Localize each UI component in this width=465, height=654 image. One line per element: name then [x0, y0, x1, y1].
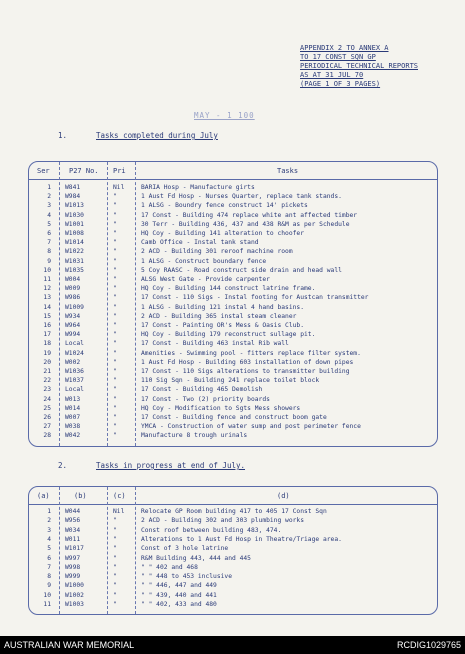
table-cell: 17 Const - 110 Sigs alterations to transmitter building — [141, 368, 350, 375]
table-cell: Manufacture 8 trough urinals — [141, 432, 248, 440]
column-header-pri: Pri — [113, 167, 126, 175]
table-cell: Amenities - Swimming pool - fitters replace filter system. — [141, 349, 361, 357]
table-cell: W042 — [65, 432, 81, 440]
table-cell: " " 446, 447 and 449 — [141, 582, 217, 590]
table-row — [29, 413, 437, 422]
table-cell: " — [113, 276, 117, 283]
table-cell: 17 Const - Building 474 replace white ant affected timber — [141, 211, 358, 219]
table-row — [29, 192, 437, 201]
table-cell: YMCA - Construction of water sump and post perimeter fence — [141, 423, 361, 431]
table-cell: 17 Const - 110 Sigs - Instal footing for Austcan transmitter — [141, 294, 369, 302]
table-cell: Const of 3 hole latrine — [141, 545, 229, 553]
table-cell: W1036 — [65, 368, 84, 375]
table-cell: " — [113, 248, 117, 256]
table-cell: 26 — [43, 414, 51, 421]
table-cell: W1022 — [65, 248, 84, 256]
table-cell: 20 — [43, 358, 51, 366]
table-cell: HQ Coy - Building 179 reconstruct sullage pit. — [141, 331, 316, 339]
table-cell: " — [113, 211, 117, 219]
table-cell: " — [113, 601, 117, 608]
table-cell: " " 402 and 468 — [141, 563, 198, 571]
table-cell: 1 — [47, 508, 51, 515]
table-cell: " — [113, 554, 117, 562]
table-cell: " — [113, 239, 117, 247]
table-cell: W014 — [65, 404, 81, 412]
table-cell: " — [113, 349, 117, 357]
table-cell: W1024 — [65, 349, 84, 357]
completed-tasks-table — [28, 161, 438, 447]
table-cell: W1017 — [65, 545, 84, 553]
header-line: AS AT 31 JUL 70 — [300, 71, 364, 79]
table-cell: 4 — [47, 535, 51, 543]
table-row — [29, 266, 437, 275]
in-progress-table — [28, 486, 438, 615]
table-cell: W1037 — [65, 377, 84, 385]
table-cell: W999 — [65, 573, 81, 581]
table-cell: 15 — [43, 312, 51, 320]
table-row — [29, 535, 437, 544]
table-cell: " — [113, 230, 117, 237]
table-cell: " — [113, 257, 117, 265]
column-header-b: (b) — [74, 492, 87, 500]
column-header-a: (a) — [37, 492, 50, 500]
document-title: MAY - 1 100 — [194, 111, 255, 120]
table-cell: " — [113, 432, 117, 440]
table-row — [29, 385, 437, 394]
table-cell: " " 402, 433 and 480 — [141, 601, 217, 608]
table-cell: W1009 — [65, 303, 84, 311]
table-row — [29, 600, 437, 609]
table-row — [29, 572, 437, 581]
table-cell: 2 — [47, 517, 51, 525]
table-row — [29, 404, 437, 413]
table-cell: " — [113, 404, 117, 412]
table-row — [29, 422, 437, 431]
column-header-c: (c) — [113, 492, 126, 500]
table-cell: HQ Coy - Modification to Sgts Mess showers — [141, 404, 301, 412]
table-cell: W1001 — [65, 220, 84, 228]
column-header-ser: Ser — [37, 167, 50, 175]
table-row — [29, 211, 437, 220]
table-cell: W1035 — [65, 266, 84, 274]
table-cell: " — [113, 526, 117, 534]
section-number: 1. — [58, 131, 68, 140]
table-cell: " — [113, 368, 117, 375]
table-cell: W934 — [65, 312, 81, 320]
table-cell: 17 Const - Two (2) priority boards — [141, 395, 270, 403]
table-cell: 28 — [43, 432, 51, 440]
table-cell: Nil — [113, 184, 125, 191]
table-cell: " — [113, 423, 117, 431]
table-row — [29, 544, 437, 553]
table-cell: 17 Const - Building fence and construct boom gate — [141, 414, 327, 421]
table-cell: W038 — [65, 423, 81, 431]
table-cell: " — [113, 340, 117, 348]
section-title: Tasks in progress at end of July. — [96, 461, 246, 470]
column-header-p27: P27 No. — [69, 167, 99, 175]
table-cell: W004 — [65, 276, 81, 283]
table-cell: 1 ALSG - Building 121 instal 4 hand basins. — [141, 303, 305, 311]
header-line: (PAGE 1 OF 3 PAGES) — [300, 80, 381, 88]
table-cell: 5 Coy RAASC - Road construct side drain and head wall — [141, 266, 342, 274]
table-row — [29, 275, 437, 284]
table-cell: 25 — [43, 404, 51, 412]
table-cell: W034 — [65, 526, 81, 534]
table-cell: " — [113, 395, 117, 403]
table-row — [29, 358, 437, 367]
table-cell: 11 — [43, 601, 51, 608]
archive-footer — [0, 636, 465, 654]
table-cell: 10 — [43, 266, 51, 274]
table-cell: " — [113, 386, 117, 394]
table-cell: Nil — [113, 508, 125, 515]
table-cell: ALSG West Gate - Provide carpenter — [141, 276, 270, 283]
table-cell: W1002 — [65, 591, 84, 599]
table-cell: " — [113, 193, 117, 201]
archive-name: AUSTRALIAN WAR MEMORIAL — [4, 640, 135, 650]
table-cell: W013 — [65, 395, 81, 403]
table-cell: " — [113, 535, 117, 543]
table-row — [29, 247, 437, 256]
table-row — [29, 229, 437, 238]
table-cell: 14 — [43, 303, 51, 311]
table-row — [29, 321, 437, 330]
table-cell: " — [113, 312, 117, 320]
table-row — [29, 431, 437, 440]
table-cell: 8 — [47, 573, 51, 581]
table-cell: " — [113, 285, 117, 293]
table-row — [29, 303, 437, 312]
table-cell: " — [113, 582, 117, 590]
table-cell: " — [113, 517, 117, 525]
table-cell: 5 — [47, 220, 51, 228]
table-cell: W984 — [65, 193, 81, 201]
table-row — [29, 257, 437, 266]
table-cell: " — [113, 573, 117, 581]
table-cell: " — [113, 294, 117, 302]
table-cell: 110 Sig Sqn - Building 241 replace toilet block — [141, 377, 320, 385]
table-cell: 23 — [43, 386, 51, 394]
table-cell: W1003 — [65, 601, 84, 608]
table-cell: " — [113, 202, 117, 210]
table-cell: 2 ACD - Building 302 and 303 plumbing works — [141, 517, 305, 525]
table-cell: 16 — [43, 322, 51, 329]
table-cell: " " 448 to 453 inclusive — [141, 573, 232, 581]
table-cell: 6 — [47, 230, 51, 237]
table-row — [29, 516, 437, 525]
table-cell: Const roof between building 483, 474. — [141, 526, 282, 534]
header-line: APPENDIX 2 TO ANNEX A — [300, 44, 389, 52]
table-cell: 11 — [43, 276, 51, 283]
table-cell: R&M Building 443, 444 and 445 — [141, 554, 251, 562]
table-cell: 7 — [47, 563, 51, 571]
archive-id: RCDIG1029765 — [396, 640, 461, 650]
table-row — [29, 395, 437, 404]
table-cell: 1 ALSG - Construct boundary fence — [141, 257, 267, 265]
table-row — [29, 507, 437, 516]
table-row — [29, 284, 437, 293]
table-cell: W011 — [65, 535, 81, 543]
table-cell: 17 Const - Building 463 instal Rib wall — [141, 340, 289, 348]
table-row — [29, 581, 437, 590]
table-cell: 27 — [43, 423, 51, 431]
table-cell: 17 — [43, 331, 51, 339]
table-header-row — [29, 487, 437, 505]
header-line: PERIODICAL TECHNICAL REPORTS — [300, 62, 419, 70]
column-header-tasks: Tasks — [277, 167, 299, 175]
table-cell: W1030 — [65, 211, 84, 219]
table-cell: " — [113, 563, 117, 571]
table-cell: 2 ACD - Building 301 reroof machine room — [141, 248, 293, 256]
table-cell: 22 — [43, 377, 51, 385]
table-row — [29, 183, 437, 192]
table-cell: 9 — [47, 257, 51, 265]
table-cell: Camb Office - Instal tank stand — [141, 239, 259, 247]
table-cell: W002 — [65, 358, 81, 366]
table-cell: " — [113, 545, 117, 553]
table-row — [29, 339, 437, 348]
table-row — [29, 349, 437, 358]
table-row — [29, 330, 437, 339]
table-cell: " — [113, 414, 117, 421]
table-cell: 2 ACD - Building 365 instal steam cleaner — [141, 312, 297, 320]
table-row — [29, 312, 437, 321]
table-cell: 30 Terr - Building 436, 437 and 438 R&M as per Schedule — [141, 220, 350, 228]
table-cell: " — [113, 220, 117, 228]
table-cell: 19 — [43, 349, 51, 357]
table-cell: 17 Const - Building 465 Demolish — [141, 386, 263, 394]
table-cell: 21 — [43, 368, 51, 375]
section-title: Tasks completed during July — [96, 131, 218, 140]
table-cell: W1013 — [65, 202, 84, 210]
table-cell: 1 ALSG - Boundry fence construct 14' pickets — [141, 202, 308, 210]
table-cell: Relocate GP Room building 417 to 405 17 Const Sqn — [141, 508, 327, 515]
table-row — [29, 293, 437, 302]
header-line: TO 17 CONST SQN GP — [300, 53, 376, 61]
table-row — [29, 376, 437, 385]
section-number: 2. — [58, 461, 68, 470]
table-cell: W986 — [65, 294, 81, 302]
table-cell: Local — [65, 340, 84, 348]
table-cell: W044 — [65, 508, 81, 515]
table-cell: 24 — [43, 395, 51, 403]
table-cell: " " 439, 440 and 441 — [141, 591, 217, 599]
table-cell: W009 — [65, 285, 81, 293]
table-cell: W997 — [65, 554, 81, 562]
table-cell: 12 — [43, 285, 51, 293]
table-cell: " — [113, 322, 117, 329]
table-cell: 17 Const - Painting OR's Mess & Oasis Club. — [141, 322, 305, 329]
table-cell: W1008 — [65, 230, 84, 237]
table-row — [29, 238, 437, 247]
column-header-d: (d) — [277, 492, 290, 500]
appendix-header — [300, 44, 418, 89]
table-cell: " — [113, 303, 117, 311]
table-cell: HQ Coy - Building 144 construct latrine frame. — [141, 285, 316, 293]
table-cell: W994 — [65, 331, 81, 339]
table-cell: BARIA Hosp - Manufacture girts — [141, 184, 255, 191]
table-cell: 3 — [47, 526, 51, 534]
table-row — [29, 220, 437, 229]
table-cell: W841 — [65, 184, 81, 191]
table-cell: 6 — [47, 554, 51, 562]
table-row — [29, 526, 437, 535]
table-cell: W964 — [65, 322, 81, 329]
table-cell: 4 — [47, 211, 51, 219]
table-cell: 8 — [47, 248, 51, 256]
table-cell: HQ Coy - Building 141 alteration to choofer — [141, 230, 305, 237]
table-cell: " — [113, 331, 117, 339]
table-cell: 7 — [47, 239, 51, 247]
table-cell: W1014 — [65, 239, 84, 247]
table-cell: " — [113, 266, 117, 274]
table-row — [29, 201, 437, 210]
table-row — [29, 367, 437, 376]
table-cell: 9 — [47, 582, 51, 590]
table-cell: 1 Aust Fd Hosp - Nurses Quarter, replace tank stands. — [141, 193, 342, 201]
table-cell: 13 — [43, 294, 51, 302]
table-cell: " — [113, 591, 117, 599]
table-cell: 1 — [47, 184, 51, 191]
table-cell: W007 — [65, 414, 81, 421]
table-cell: 1 Aust Fd Hosp - Building 603 installation of down pipes — [141, 358, 354, 366]
table-cell: 10 — [43, 591, 51, 599]
table-cell: 5 — [47, 545, 51, 553]
table-cell: W1031 — [65, 257, 84, 265]
table-row — [29, 563, 437, 572]
table-cell: W998 — [65, 563, 81, 571]
table-cell: 3 — [47, 202, 51, 210]
table-cell: 18 — [43, 340, 51, 348]
table-cell: Alterations to 1 Aust Fd Hosp in Theatre/Triage area. — [141, 535, 342, 543]
table-cell: " — [113, 377, 117, 385]
table-cell: W1000 — [65, 582, 84, 590]
table-cell: W956 — [65, 517, 81, 525]
table-cell: Local — [65, 386, 84, 394]
table-row — [29, 554, 437, 563]
table-row — [29, 591, 437, 600]
table-cell: 2 — [47, 193, 51, 201]
table-cell: " — [113, 358, 117, 366]
